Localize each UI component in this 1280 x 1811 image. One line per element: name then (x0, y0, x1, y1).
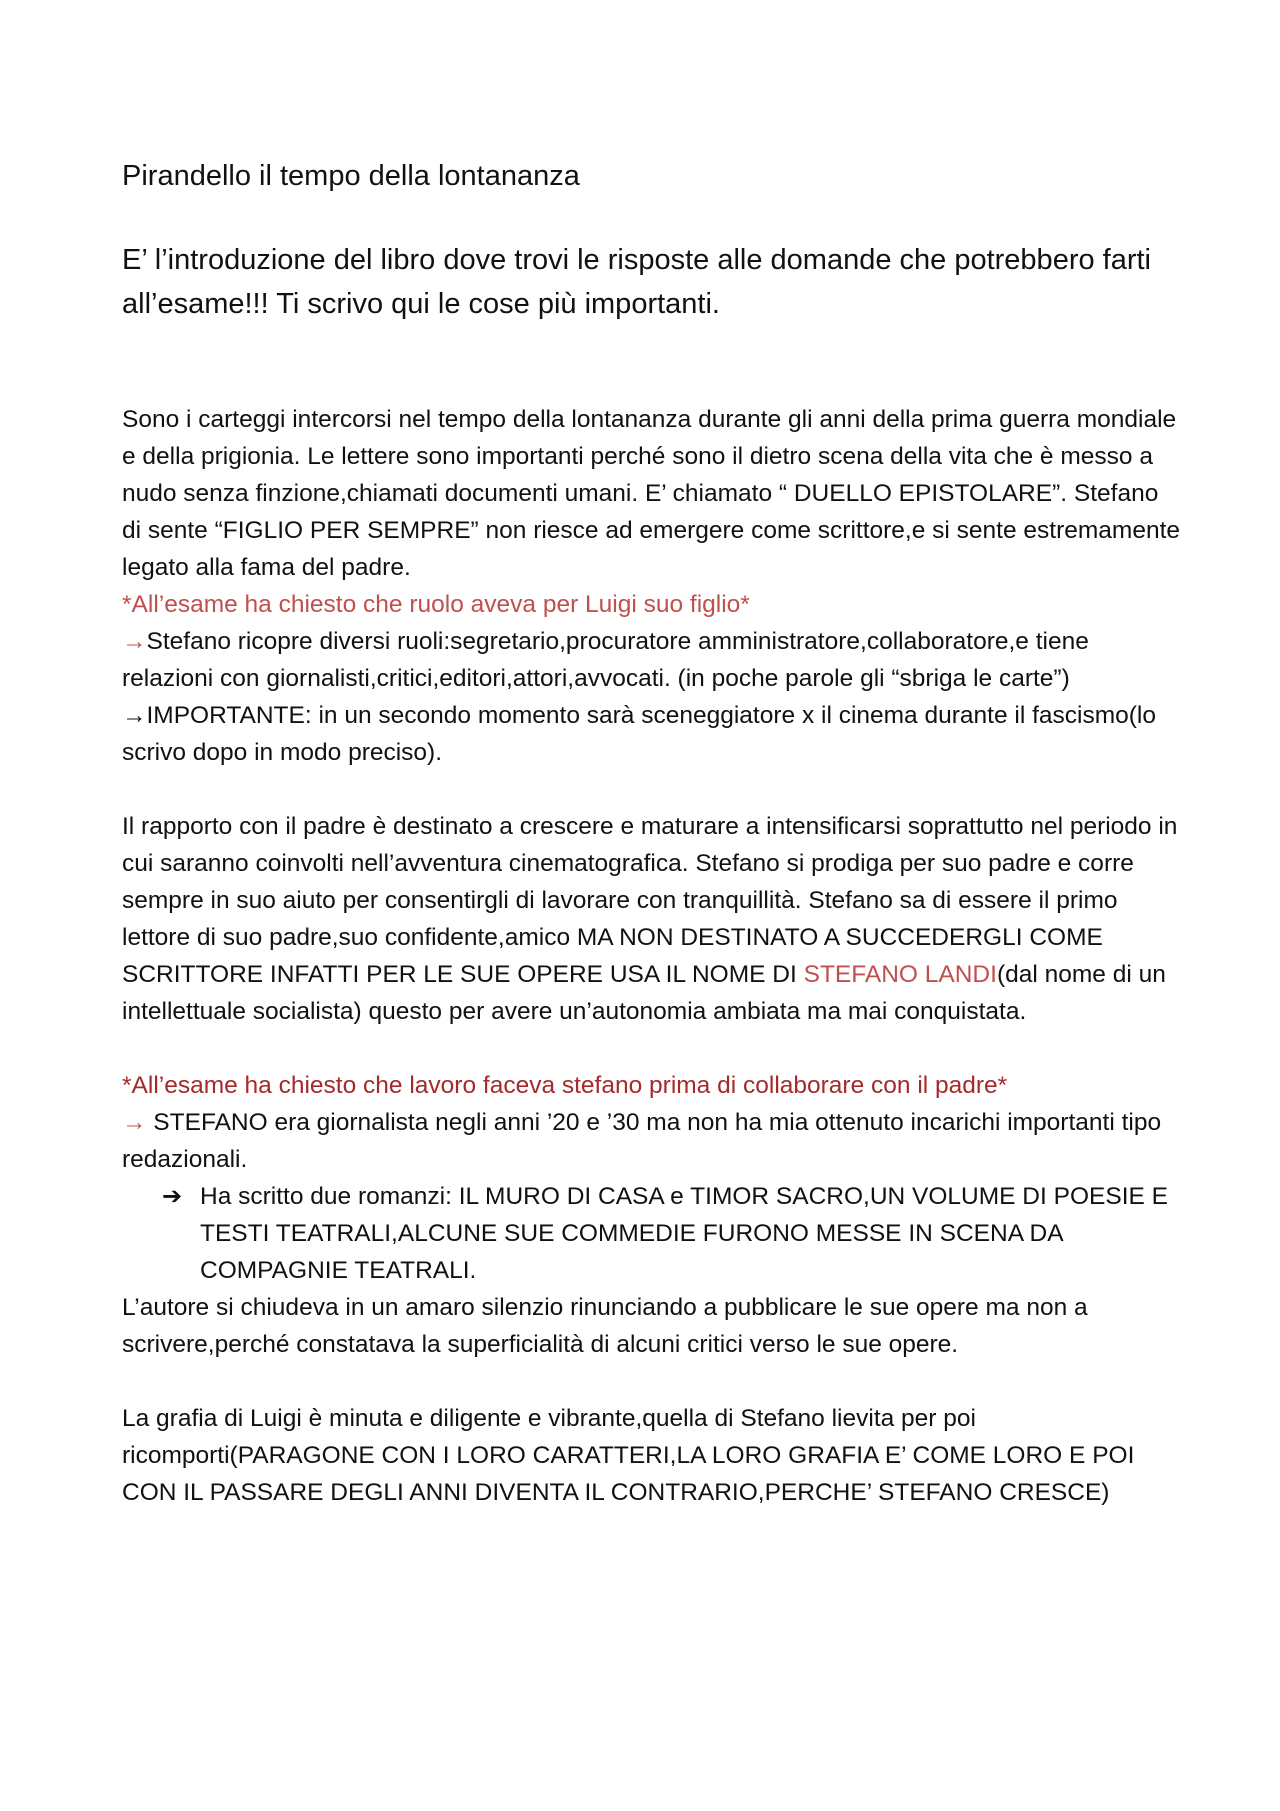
paragraph-rapporto-end: (dal nome di un intellettuale socialista) questo per avere un’autonomia ambiata ma mai conquistata. (122, 961, 1166, 1025)
spacer (122, 1363, 1182, 1400)
exam-question-role: *All’esame ha chiesto che ruolo aveva per Luigi suo figlio* (122, 591, 750, 618)
answer-role (122, 623, 1182, 697)
list-item-text: Ha scritto due romanzi: IL MURO DI CASA e TIMOR SACRO,UN VOLUME DI POESIE E TESTI TEATRALI,ALCUNE SUE COMMEDIE FURONO MESSE IN SCENA DA COMPAGNIE TEATRALI. (200, 1183, 1168, 1284)
bullet-list (122, 1178, 1182, 1289)
arrow-right-icon: → (122, 702, 147, 729)
paragraph-silenzio: L’autore si chiudeva in un amaro silenzio rinunciando a pubblicare le sue opere ma non a scrivere,perché constatava la superficialità di alcuni critici verso le sue opere. (122, 1294, 1088, 1358)
document-title: Pirandello il tempo della lontananza (122, 160, 580, 192)
paragraph-rapporto (122, 808, 1182, 1030)
bullet-arrow-icon: ➔ (162, 1183, 183, 1210)
answer-role-text: Stefano ricopre diversi ruoli:segretario,procuratore amministratore,collaboratore,e tiene relazioni con giornalisti,critici,editori,attori,avvocati. (in poche parole gli “sbriga le carte”) (122, 628, 1089, 692)
pseudonym-highlight: STEFANO LANDI (803, 961, 997, 988)
list-item (122, 1178, 1182, 1289)
answer-job-text: STEFANO era giornalista negli anni ’20 e ’30 ma non ha mia ottenuto incarichi importanti tipo redazionali. (122, 1109, 1162, 1173)
section-carteggi (122, 401, 1182, 771)
spacer (122, 771, 1182, 808)
exam-question-job: *All’esame ha chiesto che lavoro faceva stefano prima di collaborare con il padre* (122, 1072, 1008, 1099)
intro-paragraph: E’ l’introduzione del libro dove trovi le risposte alle domande che potrebbero farti all’esame!!! Ti scrivo qui le cose più importanti. (122, 244, 1152, 320)
important-note-text: IMPORTANTE: in un secondo momento sarà sceneggiatore x il cinema durante il fascismo(lo scrivo dopo in modo preciso). (122, 702, 1156, 766)
document-page (122, 158, 1182, 1511)
spacer (122, 1030, 1182, 1067)
paragraph-rapporto-text: Il rapporto con il padre è destinato a crescere e maturare a intensificarsi soprattutto nel periodo in cui saranno coinvolti nell’avventura cinematografica. Stefano si prodiga per suo padre e corre sempre in suo aiuto per consentirgli di lavorare con tranquillità. Stefano sa di essere il primo lettore di suo padre,suo confidente,amico MA NON DESTINATO A SUCCEDERGLI COME SCRITTORE INFATTI PER LE SUE OPERE USA IL NOME DI (122, 813, 1178, 988)
paragraph-carteggi: Sono i carteggi intercorsi nel tempo della lontananza durante gli anni della prima guerra mondiale e della prigionia. Le lettere sono importanti perché sono il dietro scena della vita che è messo a nudo senza finzione,chiamati documenti umani. E’ chiamato “ DUELLO EPISTOLARE”. Stefano di sente “FIGLIO PER SEMPRE” non riesce ad emergere come scrittore,e si sente estremamente legato alla fama del padre. (122, 406, 1180, 581)
answer-job (122, 1104, 1182, 1178)
important-note (122, 697, 1182, 771)
arrow-right-icon: → (122, 1109, 147, 1136)
paragraph-grafia: La grafia di Luigi è minuta e diligente e vibrante,quella di Stefano lievita per poi ricomporti(PARAGONE CON I LORO CARATTERI,LA LORO GRAFIA E’ COME LORO E POI CON IL PASSARE DEGLI ANNI DIVENTA IL CONTRARIO,PERCHE’ STEFANO CRESCE) (122, 1405, 1135, 1506)
arrow-right-icon: → (122, 628, 147, 655)
